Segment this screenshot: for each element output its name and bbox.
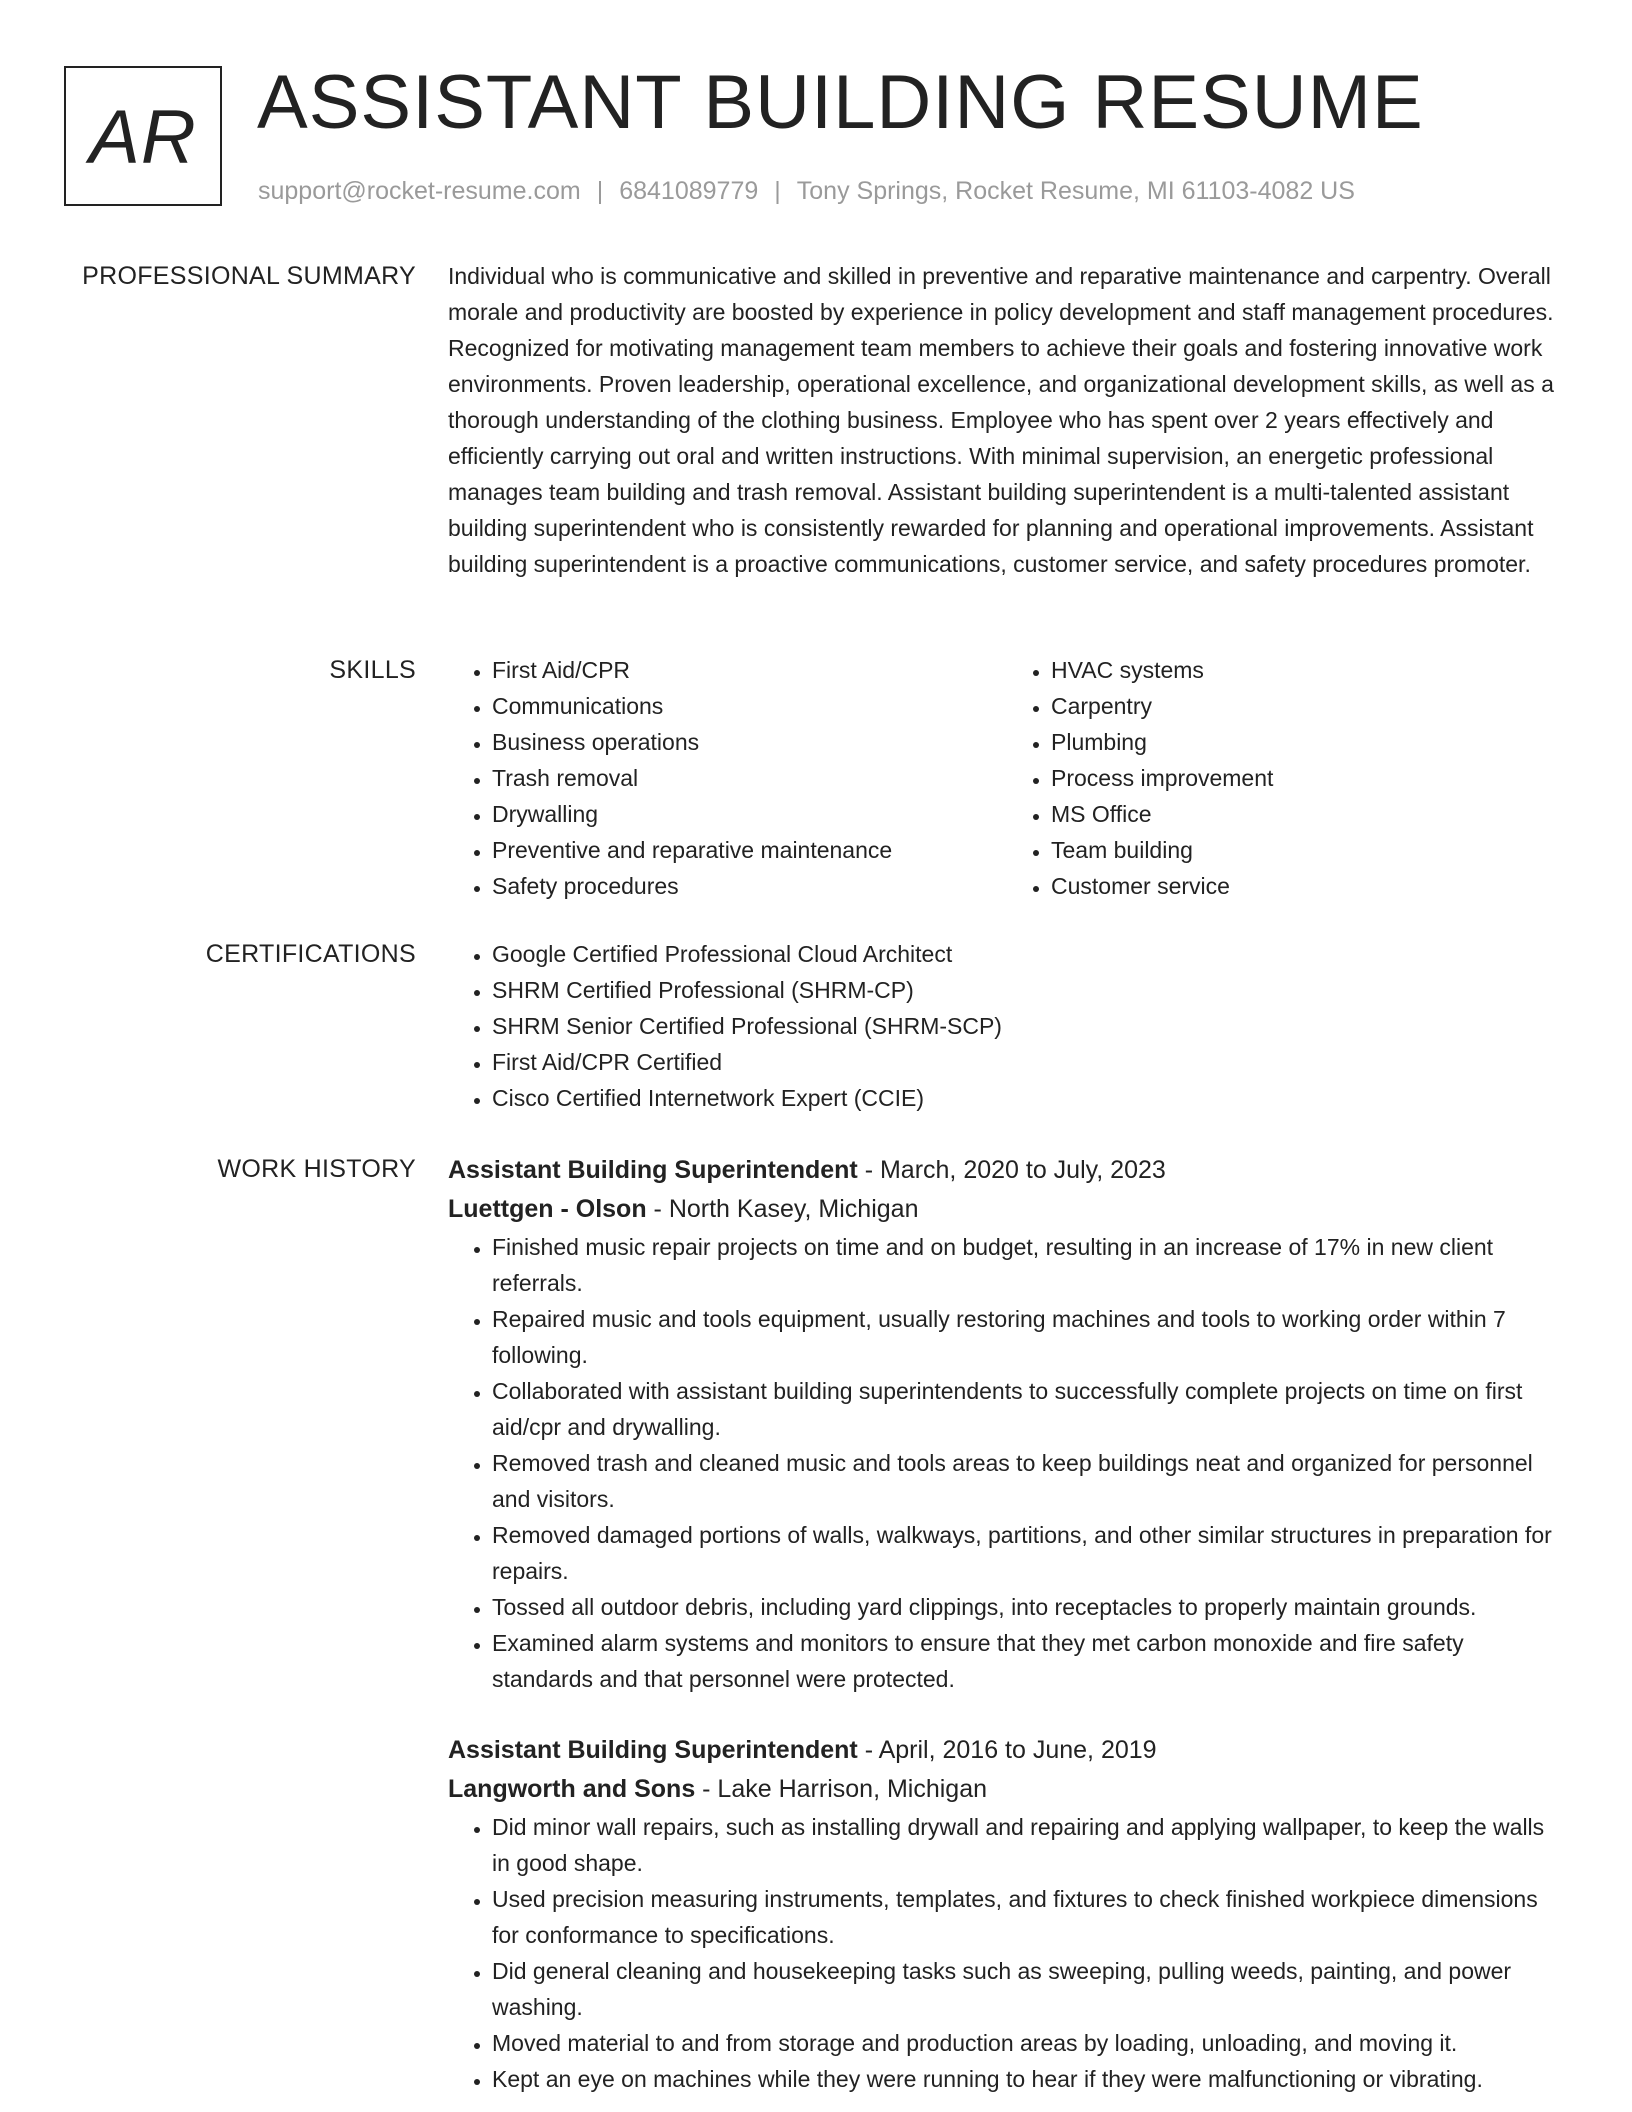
skill-item: • Trash removal [492,760,1007,796]
contact-separator: | [774,177,781,205]
skill-item: • Drywalling [492,796,1007,832]
job-dates: - March, 2020 to July, 2023 [857,1156,1166,1184]
job-bullets [448,1229,1566,1697]
job-bullet: • Removed damaged portions of walls, walkways, partitions, and other similar structures in preparation for repairs. [492,1517,1566,1589]
skill-item: • Customer service [1051,868,1566,904]
skills-list-right [1007,652,1566,904]
summary-text: Individual who is communicative and skilled in preventive and reparative maintenance and carpentry. Overall morale and productivity are boosted by experience in policy development and staff management procedures. Recognized for motivating management team members to achieve their goals and fostering innovative work environments. Proven leadership, operational excellence, and organizational development skills, as well as a thorough understanding of the clothing business. Employee who has spent over 2 years effectively and efficiently carrying out oral and written instructions. With minimal supervision, an energetic professional manages team building and trash removal. Assistant building superintendent is a multi-talented assistant building superintendent who is consistently rewarded for planning and operational improvements. Assistant building superintendent is a proactive communications, customer service, and safety procedures promoter. [448,263,1554,577]
skill-item: • HVAC systems [1051,652,1566,688]
job-bullet: • Moved material to and from storage and production areas by loading, unloading, and moving it. [492,2025,1566,2061]
job-location: - Lake Harrison, Michigan [695,1775,988,1803]
job-bullet: • Did general cleaning and housekeeping tasks such as sweeping, pulling weeds, painting, and power washing. [492,1953,1566,2025]
job-entry [448,1151,1566,1697]
certifications-body [448,936,1566,1116]
contact-phone: 6841089779 [619,177,759,205]
certification-item: • First Aid/CPR Certified [492,1044,1566,1080]
work-history-body [448,1151,1566,2097]
job-bullet: • Removed trash and cleaned music and tools areas to keep buildings neat and organized for personnel and visitors. [492,1445,1566,1517]
contact-email: support@rocket-resume.com [258,177,581,205]
section-label-certifications: CERTIFICATIONS [205,940,416,968]
job-bullet: • Repaired music and tools equipment, usually restoring machines and tools to working order within 7 following. [492,1301,1566,1373]
job-bullet: • Examined alarm systems and monitors to ensure that they met carbon monoxide and fire safety standards and that personnel were protected. [492,1625,1566,1697]
section-label-summary: PROFESSIONAL SUMMARY [82,262,416,290]
job-company-line [448,1190,1566,1229]
certification-item: • Cisco Certified Internetwork Expert (CCIE) [492,1080,1566,1116]
job-bullet: • Finished music repair projects on time and on budget, resulting in an increase of 17% in new client referrals. [492,1229,1566,1301]
monogram-initials: AR [89,94,197,180]
job-company-line [448,1770,1566,1809]
job-bullet: • Did minor wall repairs, such as installing drywall and repairing and applying wallpaper, to keep the walls in good shape. [492,1809,1566,1881]
skill-item: • Plumbing [1051,724,1566,760]
job-entry [448,1731,1566,2097]
contact-line [258,174,1355,208]
resume-title: ASSISTANT BUILDING RESUME [257,60,1424,145]
job-title: Assistant Building Superintendent [448,1156,858,1184]
job-company: Langworth and Sons [448,1775,696,1803]
skill-item: • Business operations [492,724,1007,760]
job-title: Assistant Building Superintendent [448,1736,858,1764]
section-label-skills: SKILLS [329,656,416,684]
job-bullets [448,1809,1566,2097]
skill-item: • Process improvement [1051,760,1566,796]
job-title-line [448,1731,1566,1770]
certification-item: • SHRM Senior Certified Professional (SHRM-SCP) [492,1008,1566,1044]
certifications-list [448,936,1566,1116]
skill-item: • Safety procedures [492,868,1007,904]
job-title-line [448,1151,1566,1190]
summary-body [448,258,1566,582]
skills-list-left [448,652,1007,904]
section-label-work-history: WORK HISTORY [217,1155,416,1183]
skill-item: • First Aid/CPR [492,652,1007,688]
skill-item: • Team building [1051,832,1566,868]
monogram-box [64,66,222,206]
certification-item: • Google Certified Professional Cloud Architect [492,936,1566,972]
job-bullet: • Collaborated with assistant building superintendents to successfully complete projects on time on first aid/cpr and drywalling. [492,1373,1566,1445]
job-bullet: • Kept an eye on machines while they were running to hear if they were malfunctioning or vibrating. [492,2061,1566,2097]
certification-item: • SHRM Certified Professional (SHRM-CP) [492,972,1566,1008]
job-location: - North Kasey, Michigan [646,1195,919,1223]
job-dates: - April, 2016 to June, 2019 [857,1736,1157,1764]
skills-body [448,652,1566,904]
contact-address: Tony Springs, Rocket Resume, MI 61103-4082 US [796,177,1355,205]
skill-item: • Carpentry [1051,688,1566,724]
skill-item: • Communications [492,688,1007,724]
skill-item: • Preventive and reparative maintenance [492,832,1007,868]
skill-item: • MS Office [1051,796,1566,832]
contact-separator: | [596,177,604,205]
job-bullet: • Tossed all outdoor debris, including yard clippings, into receptacles to properly maintain grounds. [492,1589,1566,1625]
job-company: Luettgen - Olson [448,1195,647,1223]
job-bullet: • Used precision measuring instruments, templates, and fixtures to check finished workpiece dimensions for conformance to specifications. [492,1881,1566,1953]
